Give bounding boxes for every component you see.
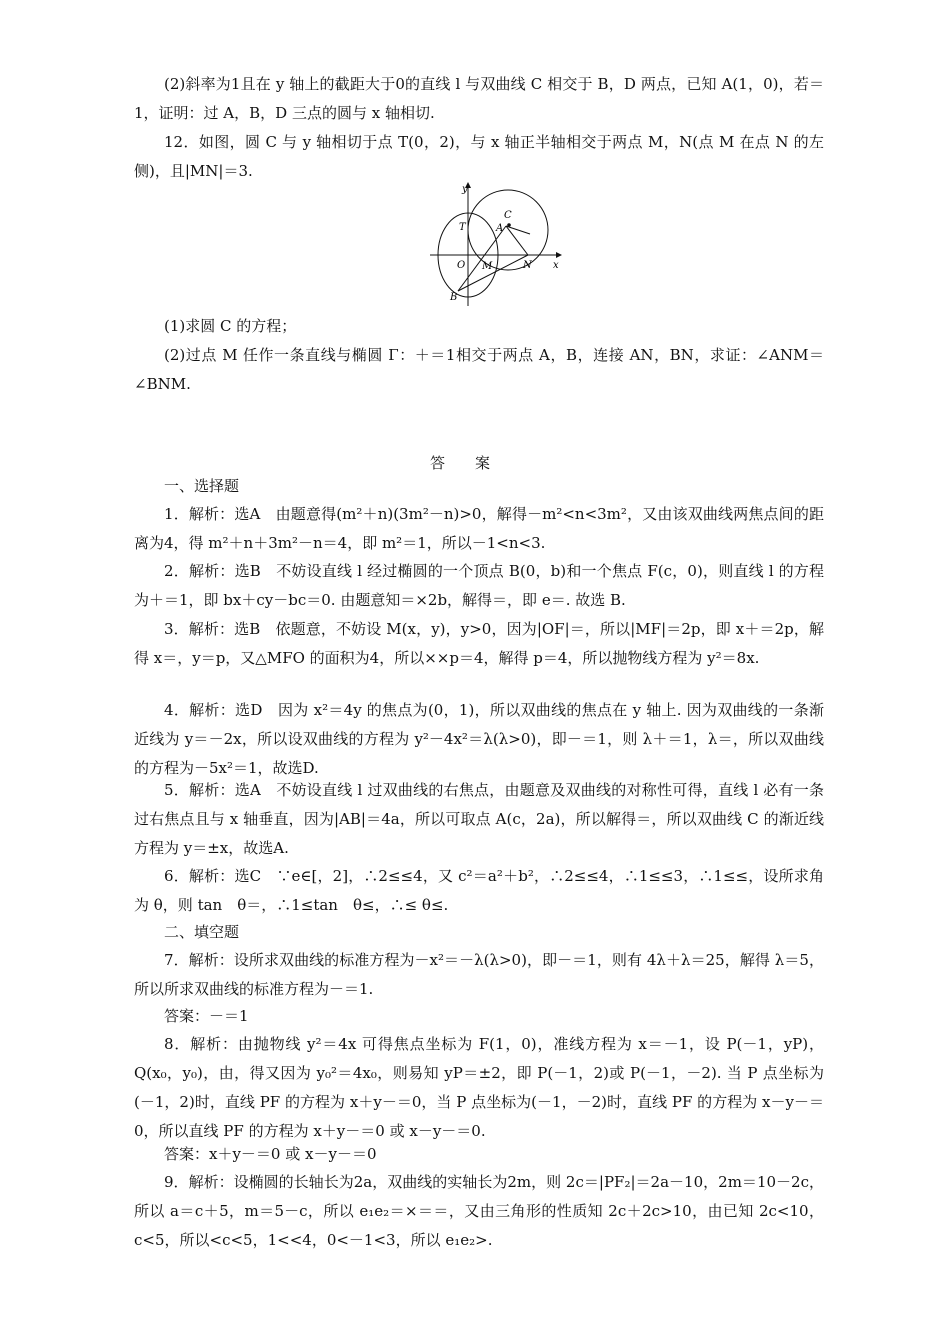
label-c: C [504, 210, 512, 221]
section-choice: 一、选择题 [164, 477, 240, 495]
answer-4: 4．解析：选D 因为 x²＝4y 的焦点为(0，1)，所以双曲线的焦点在 y 轴上. 因为双曲线的一条渐近线为 y＝－2x，所以设双曲线的方程为 y²－4x²＝λ(λ>0)，即－＝1，则 λ＋＝1，λ＝，所以双曲线的方程为－5x²＝1，故选D. [134, 701, 824, 777]
problem-12-part-2: (2)过点 M 任作一条直线与椭圆 Γ：＋＝1相交于两点 A，B，连接 AN，BN，求证：∠ANM＝∠BNM. [134, 346, 824, 393]
answer-9: 9．解析：设椭圆的长轴长为2a，双曲线的实轴长为2m，则 2c＝|PF₂|＝2a－10，2m＝10－2c，所以 a＝c＋5，m＝5－c，所以 e₁e₂＝×＝＝，又由三角形的性质知 2c＋2c>10，由已知 2c<10，c<5，所以<c<5，1<<4，0<－1<3，所以 e₁e₂>. [134, 1173, 824, 1249]
answer-3: 3．解析：选B 依题意，不妨设 M(x，y)，y>0，因为|OF|＝，所以|MF|＝2p，即 x＋＝2p，解得 x＝，y＝p，又△MFO 的面积为4，所以××p＝4，解得 p＝4，所以抛物线方程为 y²＝8x. [134, 620, 824, 667]
label-n: N [523, 260, 532, 271]
center-c-dot [507, 223, 511, 227]
answer-2: 2．解析：选B 不妨设直线 l 经过椭圆的一个顶点 B(0，b)和一个焦点 F(c，0)，则直线 l 的方程为＋＝1，即 bx＋cy－bc＝0. 由题意知＝×2b，解得＝，即 e＝. 故选 B. [134, 562, 824, 609]
answer-7: 7．解析：设所求双曲线的标准方程为－x²＝－λ(λ>0)，即－＝1，则有 4λ＋λ＝25，解得 λ＝5，所以所求双曲线的标准方程为－＝1. [134, 951, 824, 998]
label-a: A [496, 223, 504, 234]
circle-ellipse-figure [424, 178, 564, 308]
answer-1: 1．解析：选A 由题意得(m²＋n)(3m²－n)>0，解得－m²<n<3m²，又由该双曲线两焦点间的距离为4，得 m²＋n＋3m²－n＝4，即 m²＝1，所以－1<n<3. [134, 505, 824, 552]
answer-8-result: 答案：x＋y－＝0 或 x－y－＝0 [164, 1145, 377, 1163]
label-x: x [553, 260, 559, 271]
answer-8: 8．解析：由抛物线 y²＝4x 可得焦点坐标为 F(1，0)，准线方程为 x＝－1，设 P(－1，yP)，Q(x₀，y₀)，由，得又因为 y₀²＝4x₀，则易知 yP＝±2，即 P(－1，2)或 P(－1，－2). 当 P 点坐标为(－1，2)时，直线 PF 的方程为 x＋y－＝0，当 P 点坐标为(－1，－2)时，直线 PF 的方程为 x－y－＝0，所以直线 PF 的方程为 x＋y－＝0 或 x－y－＝0. [134, 1035, 824, 1140]
line-ab [458, 226, 506, 291]
label-t: T [459, 222, 466, 233]
label-b: B [450, 292, 458, 303]
answer-title: 答案 [429, 454, 520, 472]
x-axis-arrow-icon [556, 252, 562, 258]
label-y: y [462, 184, 468, 195]
problem-12-stem: 12．如图，圆 C 与 y 轴相切于点 T(0，2)，与 x 轴正半轴相交于两点 M，N(点 M 在点 N 的左侧)，且|MN|＝3. [134, 133, 824, 180]
label-o: O [457, 260, 466, 271]
answer-6: 6．解析：选C ∵e∈[，2]，∴2≤≤4，又 c²＝a²＋b²，∴2≤≤4，∴1≤≤3，∴1≤≤，设所求角为 θ，则 tan θ＝，∴1≤tan θ≤，∴≤ θ≤. [134, 867, 824, 914]
problem-11-part-2: (2)斜率为1且在 y 轴上的截距大于0的直线 l 与双曲线 C 相交于 B，D 两点，已知 A(1，0)，若＝1，证明：过 A，B，D 三点的圆与 x 轴相切. [134, 75, 824, 122]
answer-7-result: 答案：－＝1 [164, 1007, 249, 1025]
answer-5: 5．解析：选A 不妨设直线 l 过双曲线的右焦点，由题意及双曲线的对称性可得，直线 l 必有一条过右焦点且与 x 轴垂直，因为|AB|＝4a，所以可取点 A(c，2a)，所以解得＝，所以双曲线 C 的渐近线方程为 y＝±x，故选A. [134, 781, 824, 857]
problem-12-part-1: (1)求圆 C 的方程； [164, 317, 297, 335]
label-m: M [482, 261, 493, 272]
line-an [506, 226, 528, 255]
circle-c [468, 190, 548, 270]
section-fill: 二、填空题 [164, 923, 240, 941]
